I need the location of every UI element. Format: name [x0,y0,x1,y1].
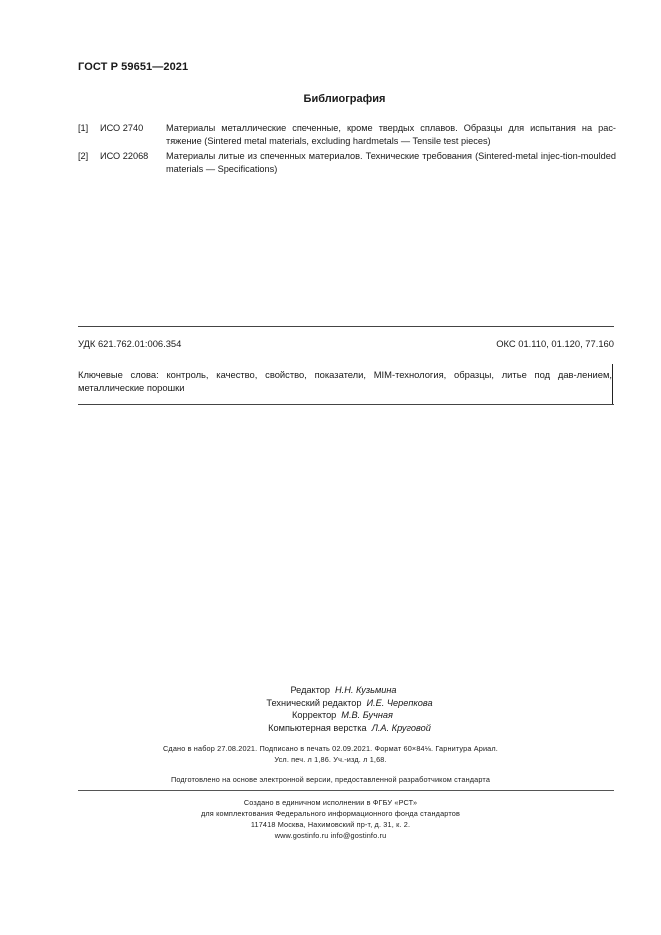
bibliography-item [78,122,616,148]
publisher-rule [78,790,614,791]
credit-name: Л.А. Круговой [371,722,431,733]
udk-code: УДК 621.762.01:006.354 [78,338,182,349]
publisher-line: Создано в единичном исполнении в ФГБУ «РСТ» [243,798,418,807]
credit-role: Компьютерная верстка [268,722,367,733]
credit-line [0,709,661,722]
credit-role: Корректор [292,710,337,721]
credit-name: Н.Н. Кузьмина [335,685,397,695]
classification-side-rule [612,364,613,405]
credit-name: И.Е. Черепкова [366,697,433,708]
classification-bottom-rule [78,404,614,405]
credit-name: М.В. Бучная [341,710,393,721]
reference-number: [1] [78,123,89,133]
publisher-line: для комплектования Федерального информационного фонда стандартов [200,809,460,818]
bibliography-title: Библиография [303,93,386,105]
reference-number: [2] [78,151,89,161]
credit-line [0,722,661,735]
publisher-contacts: www.gostinfo.ru info@gostinfo.ru [274,831,387,840]
reference-text: Материалы металлические спеченные, кроме твердых сплавов. Образцы для испытания на рас-тяжение (Sintered metal materials, excluding hardmetals — Tensile test pieces) [166,123,616,146]
credit-line [0,684,661,697]
prepared-note: Подготовлено на основе электронной версии, предоставленной разработчиком стандарта [170,775,491,784]
classification-top-rule [78,326,614,327]
reference-code: ИСО 22068 [100,151,149,161]
credit-line [0,697,661,710]
credit-role: Технический редактор [266,697,362,708]
credit-role: Редактор [290,685,331,695]
reference-text: Материалы литые из спеченных материалов. Технические требования (Sintered-metal injec-tion-moulded materials — Specifications) [166,151,616,174]
oks-code: ОКС 01.110, 01.120, 77.160 [496,338,614,349]
publisher-info [0,797,661,841]
print-info-line: Сдано в набор 27.08.2021. Подписано в печать 02.09.2021. Формат 60×84⅛. Гарнитура Ариал. [163,744,498,753]
print-info [0,743,661,765]
reference-code: ИСО 2740 [100,123,144,133]
credits-block [0,684,661,734]
print-info-line: Усл. печ. л 1,86. Уч.-изд. л 1,68. [274,755,387,764]
publisher-address: 117418 Москва, Нахимовский пр-т, д. 31, к. 2. [250,820,411,829]
document-header: ГОСТ Р 59651—2021 [78,61,189,73]
keywords: Ключевые слова: контроль, качество, свойство, показатели, MIM-технология, образцы, литье под дав-лением, металлические порошки [78,369,612,393]
bibliography-item [78,150,616,176]
